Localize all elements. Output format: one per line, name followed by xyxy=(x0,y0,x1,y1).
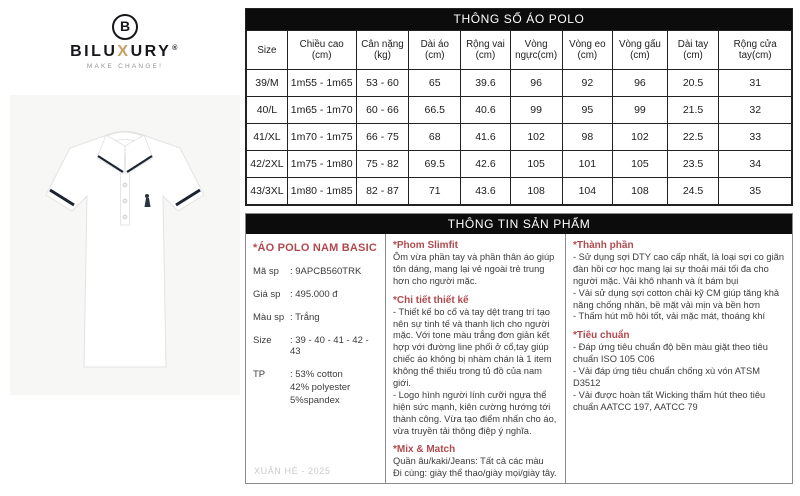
size-table-title: THÔNG SỐ ÁO POLO xyxy=(246,9,792,30)
table-cell: 43/3XL xyxy=(247,178,288,205)
section-heading: *Tiêu chuẩn xyxy=(573,330,630,342)
section-heading: *Phom Slimfit xyxy=(393,240,459,251)
brand-name-accent: X xyxy=(117,43,131,60)
info-columns xyxy=(246,234,792,484)
table-cell: 1m80 - 1m85 xyxy=(287,178,356,205)
table-cell: 96 xyxy=(510,70,562,97)
field-ma-sp xyxy=(253,266,379,277)
table-cell: 35 xyxy=(719,178,792,205)
table-cell: 1m70 - 1m75 xyxy=(287,124,356,151)
table-row xyxy=(247,151,792,178)
table-cell: 71 xyxy=(409,178,461,205)
table-row xyxy=(247,124,792,151)
column-header: Vòng gấu (cm) xyxy=(613,31,667,70)
table-cell: 99 xyxy=(510,97,562,124)
table-cell: 108 xyxy=(613,178,667,205)
section-heading: *Mix & Match xyxy=(393,444,456,456)
section-text: - Thiết kế bo cổ và tay dệt trang trí tạo nên sự tinh tế và thanh lịch cho người mặc. Với tone màu trắng đơn giản kết hợp với đường line phối ở cổ,tay giúp chiếc áo không bị nhàm chán là 1 item không thể thiếu trong tủ đồ của nam giới. xyxy=(393,306,552,389)
section-phom xyxy=(393,240,559,288)
section-tieu-chuan xyxy=(573,330,786,413)
section-text: - Logo hình người lính cưỡi ngựa thể hiện sức mạnh, kiên cường hướng tới thành công. Vừa tạo điểm nhấn cho áo, vừa truyền tải thông điệp ý nghĩa. xyxy=(393,389,557,436)
table-cell: 21.5 xyxy=(667,97,719,124)
table-cell: 102 xyxy=(613,124,667,151)
table-cell: 101 xyxy=(562,151,613,178)
table-cell: 108 xyxy=(510,178,562,205)
table-cell: 65 xyxy=(409,70,461,97)
field-label: Màu sp xyxy=(253,312,285,323)
section-text: - Thấm hút mồ hôi tốt, vải mặc mát, thoáng khí xyxy=(573,311,766,322)
field-label: Mã sp xyxy=(253,266,279,277)
info-column-left xyxy=(246,234,386,484)
table-cell: 43.6 xyxy=(461,178,511,205)
info-column-middle xyxy=(386,234,566,484)
product-info-table xyxy=(245,213,793,484)
section-text: - Vải đáp ứng tiêu chuẩn chống xù vón ATSM D3512 xyxy=(573,366,760,389)
table-cell: 39.6 xyxy=(461,70,511,97)
field-mau-sp xyxy=(253,312,379,323)
table-cell: 105 xyxy=(613,151,667,178)
table-cell: 22.5 xyxy=(667,124,719,151)
field-label: Size xyxy=(253,335,272,346)
table-cell: 104 xyxy=(562,178,613,205)
section-text: - Sử dụng sợi DTY cao cấp nhất, là loại sợi co giãn đàn hồi cơ học mang lại sự thoải mái tối đa cho người mặc. Vải khô nhanh và ít bám bụi xyxy=(573,252,785,286)
column-header: Vòng ngực(cm) xyxy=(510,31,562,70)
table-cell: 60 - 66 xyxy=(356,97,409,124)
table-cell: 1m55 - 1m65 xyxy=(287,70,356,97)
table-cell: 53 - 60 xyxy=(356,70,409,97)
brand-tagline: MAKE CHANGE! xyxy=(86,63,164,70)
section-mix-match xyxy=(393,444,559,480)
column-header: Dài tay (cm) xyxy=(667,31,719,70)
brand-logo xyxy=(55,14,195,70)
section-text: - Vải sử dụng sợi cotton chải kỹ CM giúp tăng khả năng chống nhăn, bề mặt vải mịn và bền hơn xyxy=(573,287,780,310)
table-cell: 99 xyxy=(613,97,667,124)
table-cell: 96 xyxy=(613,70,667,97)
table-cell: 42/2XL xyxy=(247,151,288,178)
tp-line: : 53% cotton xyxy=(290,369,343,380)
table-cell: 31 xyxy=(719,70,792,97)
section-text: - Vải được hoàn tất Wicking thấm hút theo tiêu chuẩn AATCC 197, AATCC 79 xyxy=(573,389,766,412)
size-table-body xyxy=(247,70,792,205)
table-cell: 69.5 xyxy=(409,151,461,178)
table-cell: 66 - 75 xyxy=(356,124,409,151)
table-cell: 23.5 xyxy=(667,151,719,178)
column-header: Dài áo (cm) xyxy=(409,31,461,70)
brand-name xyxy=(55,43,195,61)
product-name: *ÁO POLO NAM BASIC xyxy=(253,242,377,254)
polo-shirt-illustration xyxy=(10,95,240,395)
section-thanh-phan xyxy=(573,240,786,323)
brand-name-part: URY xyxy=(130,43,172,60)
info-column-right xyxy=(566,234,792,484)
column-header: Cân nặng (kg) xyxy=(356,31,409,70)
field-label: Giá sp xyxy=(253,289,281,300)
tp-line: 5%spandex xyxy=(290,394,340,406)
table-cell: 40.6 xyxy=(461,97,511,124)
table-row xyxy=(247,97,792,124)
season-label: XUÂN HÈ - 2025 xyxy=(254,466,331,476)
table-cell: 92 xyxy=(562,70,613,97)
field-value xyxy=(290,369,379,407)
field-gia-sp xyxy=(253,289,379,300)
table-cell: 34 xyxy=(719,151,792,178)
brand-name-part: BILU xyxy=(70,43,118,60)
column-header: Rộng vai (cm) xyxy=(461,31,511,70)
table-cell: 41/XL xyxy=(247,124,288,151)
size-table xyxy=(245,8,793,206)
column-header: Size xyxy=(247,31,288,70)
section-heading: *Chi tiết thiết kế xyxy=(393,294,469,306)
section-chi-tiet xyxy=(393,295,559,438)
table-cell: 1m65 - 1m70 xyxy=(287,97,356,124)
table-cell: 24.5 xyxy=(667,178,719,205)
field-value: : Trắng xyxy=(290,312,320,323)
section-text: Đi cùng: giày thể thao/giày mọi/giày tây. xyxy=(393,468,557,479)
table-cell: 40/L xyxy=(247,97,288,124)
table-cell: 1m75 - 1m80 xyxy=(287,151,356,178)
polo-shirt-image xyxy=(10,95,240,395)
column-header: Chiều cao (cm) xyxy=(287,31,356,70)
table-cell: 68 xyxy=(409,124,461,151)
column-header: Vòng eo (cm) xyxy=(562,31,613,70)
field-value: : 9APCB560TRK xyxy=(290,266,362,277)
table-cell: 82 - 87 xyxy=(356,178,409,205)
table-cell: 98 xyxy=(562,124,613,151)
monogram-letter: B xyxy=(119,18,131,34)
table-cell: 39/M xyxy=(247,70,288,97)
table-cell: 105 xyxy=(510,151,562,178)
table-cell: 20.5 xyxy=(667,70,719,97)
section-text: - Đáp ứng tiêu chuẩn độ bền màu giặt theo tiêu chuẩn ISO 105 C06 xyxy=(573,342,768,365)
size-table-header-row xyxy=(247,31,792,70)
table-cell: 42.6 xyxy=(461,151,511,178)
field-value: : 39 - 40 - 41 - 42 - 43 xyxy=(290,335,369,357)
table-row xyxy=(247,70,792,97)
table-cell: 33 xyxy=(719,124,792,151)
field-size xyxy=(253,335,379,357)
table-cell: 95 xyxy=(562,97,613,124)
size-table-grid xyxy=(246,30,792,205)
tp-line: 42% polyester xyxy=(290,381,351,393)
column-header: Rộng cửa tay(cm) xyxy=(719,31,792,70)
table-cell: 66.5 xyxy=(409,97,461,124)
table-cell: 41.6 xyxy=(461,124,511,151)
field-value: : 495.000 đ xyxy=(290,289,338,300)
table-row xyxy=(247,178,792,205)
info-title: THÔNG TIN SẢN PHẨM xyxy=(246,214,792,234)
table-cell: 32 xyxy=(719,97,792,124)
field-tp xyxy=(253,369,379,407)
section-text: Ôm vừa phần tay và phần thân áo giúp tôn dáng, mang lại vẻ ngoài trẻ trung hơn cho người mặc. xyxy=(393,252,555,286)
section-text: Quần âu/kaki/Jeans: Tất cả các màu xyxy=(393,456,544,467)
brand-monogram-icon xyxy=(112,14,138,40)
section-heading: *Thành phần xyxy=(573,240,634,251)
table-cell: 75 - 82 xyxy=(356,151,409,178)
registered-mark: ® xyxy=(172,44,180,52)
table-cell: 102 xyxy=(510,124,562,151)
field-label: TP xyxy=(253,369,266,380)
